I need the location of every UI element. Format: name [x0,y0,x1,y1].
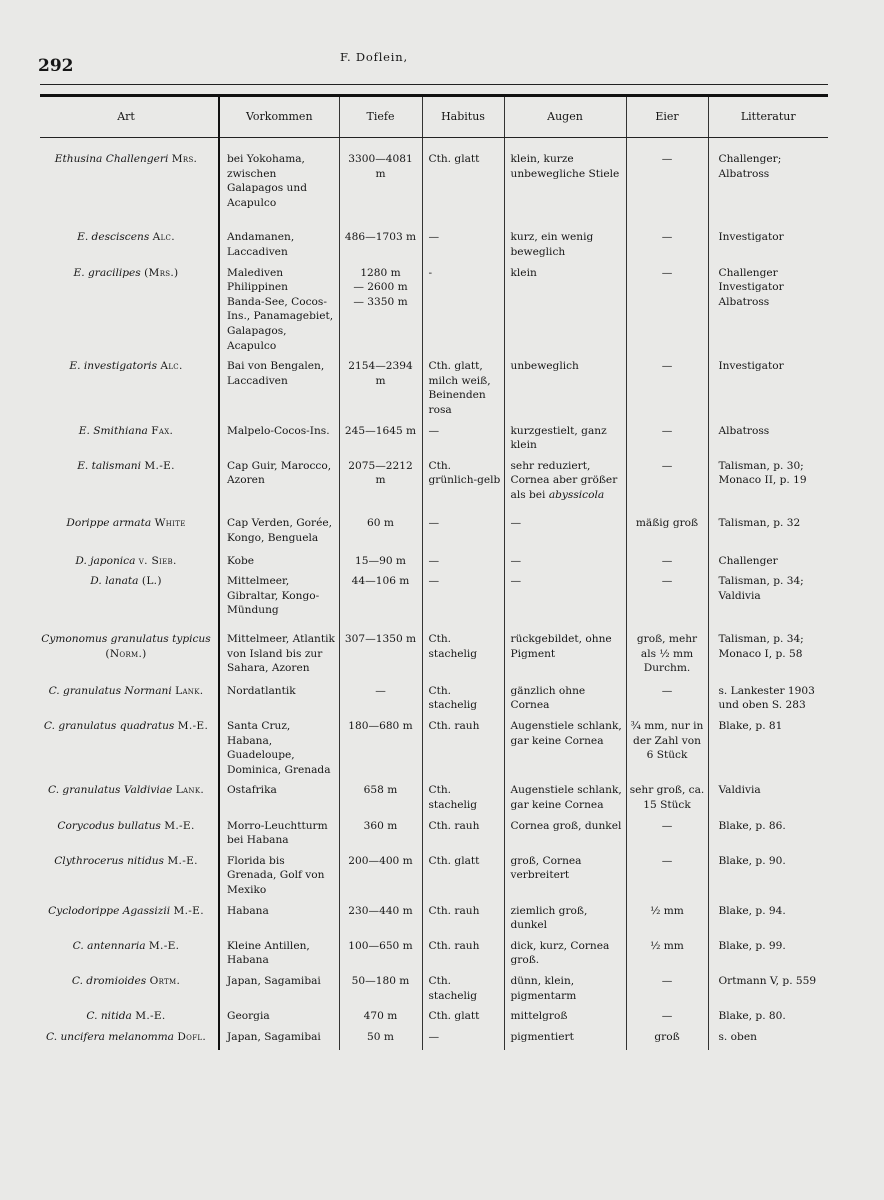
depth-cell: 100—650 m [339,939,422,974]
species-name: E. Smithiana [78,424,148,437]
species-author: Alc. [160,360,183,373]
eyes-cell: rückgebildet, ohne Pigment [504,632,626,684]
eyes-cell: — [504,554,626,575]
eggs-cell: groß [626,1030,708,1051]
habitus-cell: — [422,230,504,265]
occurrence-cell: Kobe [219,554,339,575]
species-name: C. antennaria [72,939,146,952]
habitus-cell: Cth. stachelig [422,632,504,684]
habitus-cell: — [422,1030,504,1051]
habitus-cell: — [422,516,504,553]
species-cell [40,554,219,575]
eggs-cell: — [626,574,708,632]
table-row [40,516,828,553]
species-cell [40,1009,219,1030]
occurrence-cell: Morro-Leuchtturm bei Habana [219,819,339,854]
depth-cell: 50 m [339,1030,422,1051]
literature-cell: Blake, p. 81 [708,719,828,783]
depth-cell: 15—90 m [339,554,422,575]
eggs-cell: — [626,684,708,719]
table-row [40,719,828,783]
species-name: E. investigatoris [69,360,158,373]
eyes-cell: ziemlich groß, dunkel [504,904,626,939]
depth-cell: 2154—2394 m [339,359,422,423]
eggs-cell: — [626,266,708,360]
occurrence-cell: Cap Guir, Marocco, Azoren [219,459,339,517]
eyes-reference-species: abyssicola [548,488,605,501]
depth-cell: 245—1645 m [339,424,422,459]
species-author: Mrs. [171,153,198,165]
literature-cell: Talisman, p. 34; Monaco I, p. 58 [708,632,828,684]
habitus-cell: Cth. rauh [422,939,504,974]
habitus-cell: Cth. stachelig [422,684,504,719]
species-cell [40,516,219,553]
species-table [40,97,828,1050]
running-head: F. Doflein, [340,50,408,64]
eggs-cell: mäßig groß [626,516,708,553]
literature-cell: s. oben [708,1030,828,1051]
depth-cell: — [339,684,422,719]
eyes-cell: klein, kurze unbewegliche Stiele [504,152,626,230]
species-cell [40,459,219,517]
depth-cell: 180—680 m [339,719,422,783]
eggs-cell: ¾ mm, nur in der Zahl von 6 Stück [626,719,708,783]
table-row [40,1009,828,1030]
eyes-cell: Augenstiele schlank, gar keine Cornea [504,783,626,818]
table-row [40,424,828,459]
table-row [40,266,828,360]
literature-cell: Investigator [708,230,828,265]
table-row [40,574,828,632]
species-name: Cymonomus granulatus typicus [41,633,211,646]
species-author: M.-E. [167,854,198,867]
eyes-cell: Augenstiele schlank, gar keine Cornea [504,719,626,783]
occurrence-cell: Kleine Antillen, Habana [219,939,339,974]
species-cell [40,974,219,1009]
species-author: (L.) [141,575,162,588]
eggs-cell: — [626,459,708,517]
eyes-cell: unbeweglich [504,359,626,423]
habitus-cell: Cth. grünlich-gelb [422,459,504,517]
species-name: D. lanata [90,575,139,588]
occurrence-cell: Japan, Sagamibai [219,1030,339,1051]
eyes-cell: — [504,574,626,632]
species-name: C. granulatus Normani [48,684,172,697]
occurrence-cell: Habana [219,904,339,939]
eggs-cell: — [626,819,708,854]
depth-cell: 658 m [339,783,422,818]
species-name: D. japonica [75,554,136,567]
header-spacer [40,138,828,153]
literature-cell: Challenger [708,554,828,575]
literature-cell: s. Lankester 1903 und oben S. 283 [708,684,828,719]
occurrence-cell: Florida bis Grenada, Golf von Mexiko [219,854,339,904]
species-cell [40,574,219,632]
eyes-text: sehr reduziert, Cornea aber größer als bei [510,459,618,501]
habitus-cell: Cth. glatt [422,854,504,904]
species-name: Cyclodorippe Agassizii [48,904,171,917]
species-author: (Mrs.) [144,266,179,279]
habitus-cell: Cth. rauh [422,904,504,939]
eyes-cell: kurz, ein wenig beweglich [504,230,626,265]
occurrence-cell: bei Yokohama, zwischen Galapagos und Acapulco [219,152,339,230]
species-name: C. granulatus Valdiviae [47,784,173,797]
eyes-cell: kurzgestielt, ganz klein [504,424,626,459]
literature-cell: Blake, p. 80. [708,1009,828,1030]
table-row [40,359,828,423]
species-author: Dofl. [177,1030,206,1043]
species-cell [40,904,219,939]
species-author: M.-E. [135,1010,166,1023]
depth-cell: 44—106 m [339,574,422,632]
species-author: M.-E. [164,819,195,832]
literature-cell: Challenger Investigator Albatross [708,266,828,360]
habitus-cell: Cth. glatt, milch weiß, Beinenden rosa [422,359,504,423]
habitus-cell: Cth. rauh [422,819,504,854]
literature-cell: Ortmann V, p. 559 [708,974,828,1009]
eyes-cell: mittelgroß [504,1009,626,1030]
eyes-cell: groß, Cornea verbreitert [504,854,626,904]
eggs-cell: sehr groß, ca. 15 Stück [626,783,708,818]
eyes-cell: dünn, klein, pigmentarm [504,974,626,1009]
table-row [40,230,828,265]
eyes-cell [504,459,626,517]
species-author: Ortm. [149,974,181,987]
eggs-cell: — [626,1009,708,1030]
habitus-cell: Cth. stachelig [422,974,504,1009]
table-row [40,684,828,719]
literature-cell: Blake, p. 94. [708,904,828,939]
species-author: M.-E. [177,720,209,732]
literature-cell: Talisman, p. 32 [708,516,828,553]
eyes-cell: Cornea groß, dunkel [504,819,626,854]
habitus-cell: - [422,266,504,360]
depth-cell: 2075—2212 m [339,459,422,517]
column-header: Tiefe [339,97,422,138]
table-row [40,783,828,818]
literature-cell: Talisman, p. 34; Valdivia [708,574,828,632]
table-row [40,1030,828,1051]
occurrence-cell: Malediven Philippinen Banda-See, Cocos-Ins., Panamagebiet, Galapagos, Acapulco [219,266,339,360]
eggs-cell: — [626,230,708,265]
table-row [40,632,828,684]
species-name: E. gracilipes [73,266,141,279]
eggs-cell: — [626,554,708,575]
species-author: v. Sieb. [138,554,177,567]
species-cell [40,632,219,684]
occurrence-cell: Andamanen, Laccadiven [219,230,339,265]
species-cell [40,1030,219,1051]
species-author: (Norm.) [105,647,147,660]
table-row [40,939,828,974]
habitus-cell: Cth. glatt [422,152,504,230]
species-cell [40,854,219,904]
habitus-cell: Cth. rauh [422,719,504,783]
depth-cell: 3300—4081 m [339,152,422,230]
occurrence-cell: Malpelo-Cocos-Ins. [219,424,339,459]
occurrence-cell: Mittelmeer, Gibraltar, Kongo-Mündung [219,574,339,632]
depth-cell: 60 m [339,516,422,553]
species-cell [40,939,219,974]
species-name: E. desciscens [77,231,150,244]
depth-cell: 470 m [339,1009,422,1030]
eggs-cell: groß, mehr als ½ mm Durchm. [626,632,708,684]
table-row [40,854,828,904]
column-header: Litteratur [708,97,828,138]
occurrence-cell: Georgia [219,1009,339,1030]
depth-cell: 230—440 m [339,904,422,939]
species-name: C. uncifera melanomma [46,1030,174,1043]
eggs-cell: ½ mm [626,904,708,939]
table-row [40,819,828,854]
species-cell [40,819,219,854]
literature-cell: Blake, p. 90. [708,854,828,904]
column-header: Habitus [422,97,504,138]
species-author: M.-E. [144,459,175,472]
depth-cell: 1280 m — 2600 m — 3350 m [339,266,422,360]
species-name: C. dromioides [71,974,147,987]
species-name: Dorippe armata [66,517,152,530]
species-name: C. granulatus quadratus [43,720,175,732]
species-author: M.-E. [173,904,204,917]
literature-cell: Blake, p. 99. [708,939,828,974]
occurrence-cell: Mittelmeer, Atlantik von Island bis zur Sahara, Azoren [219,632,339,684]
species-author: M.-E. [148,939,180,952]
column-header: Art [40,97,219,138]
species-cell [40,424,219,459]
page-number: 292 [38,56,74,76]
table-row [40,152,828,230]
column-header: Eier [626,97,708,138]
species-cell [40,230,219,265]
literature-cell: Valdivia [708,783,828,818]
species-name: Corycodus bullatus [57,819,161,832]
species-name: E. talismani [77,459,142,472]
column-header: Augen [504,97,626,138]
species-cell [40,152,219,230]
table-row [40,904,828,939]
species-cell [40,359,219,423]
eyes-cell: dick, kurz, Cornea groß. [504,939,626,974]
depth-cell: 360 m [339,819,422,854]
eggs-cell: — [626,854,708,904]
eyes-cell: gänzlich ohne Cornea [504,684,626,719]
species-author: White [154,517,186,530]
eggs-cell: — [626,424,708,459]
habitus-cell: — [422,574,504,632]
habitus-cell: — [422,424,504,459]
occurrence-cell: Ostafrika [219,783,339,818]
occurrence-cell: Japan, Sagamibai [219,974,339,1009]
habitus-cell: Cth. glatt [422,1009,504,1030]
occurrence-cell: Santa Cruz, Habana, Guadeloupe, Dominica, Grenada [219,719,339,783]
species-cell [40,266,219,360]
literature-cell: Investigator [708,359,828,423]
species-cell [40,719,219,783]
column-header: Vorkommen [219,97,339,138]
habitus-cell: — [422,554,504,575]
species-name: Clythrocerus nitidus [54,854,164,867]
literature-cell: Talisman, p. 30; Monaco II, p. 19 [708,459,828,517]
depth-cell: 307—1350 m [339,632,422,684]
literature-cell: Challenger; Albatross [708,152,828,230]
depth-cell: 200—400 m [339,854,422,904]
literature-cell: Albatross [708,424,828,459]
occurrence-cell: Nordatlantik [219,684,339,719]
table-body [40,138,828,1051]
eggs-cell: — [626,359,708,423]
eggs-cell: ½ mm [626,939,708,974]
species-author: Alc. [152,231,175,244]
table-row [40,554,828,575]
species-author: Fax. [151,424,174,437]
species-name: C. nitida [86,1010,132,1023]
table-row [40,974,828,1009]
table-header-row [40,97,828,138]
species-cell [40,783,219,818]
table-row [40,459,828,517]
eyes-cell: — [504,516,626,553]
species-author: Lank. [175,684,204,697]
habitus-cell: Cth. stachelig [422,783,504,818]
occurrence-cell: Bai von Bengalen, Laccadiven [219,359,339,423]
species-name: Ethusina Challengeri [54,153,169,165]
depth-cell: 486—1703 m [339,230,422,265]
eyes-cell: pigmentiert [504,1030,626,1051]
eggs-cell: — [626,974,708,1009]
eyes-cell: klein [504,266,626,360]
depth-cell: 50—180 m [339,974,422,1009]
eggs-cell: — [626,152,708,230]
species-author: Lank. [175,784,205,797]
species-cell [40,684,219,719]
top-rule [40,84,828,85]
occurrence-cell: Cap Verden, Gorée, Kongo, Benguela [219,516,339,553]
literature-cell: Blake, p. 86. [708,819,828,854]
